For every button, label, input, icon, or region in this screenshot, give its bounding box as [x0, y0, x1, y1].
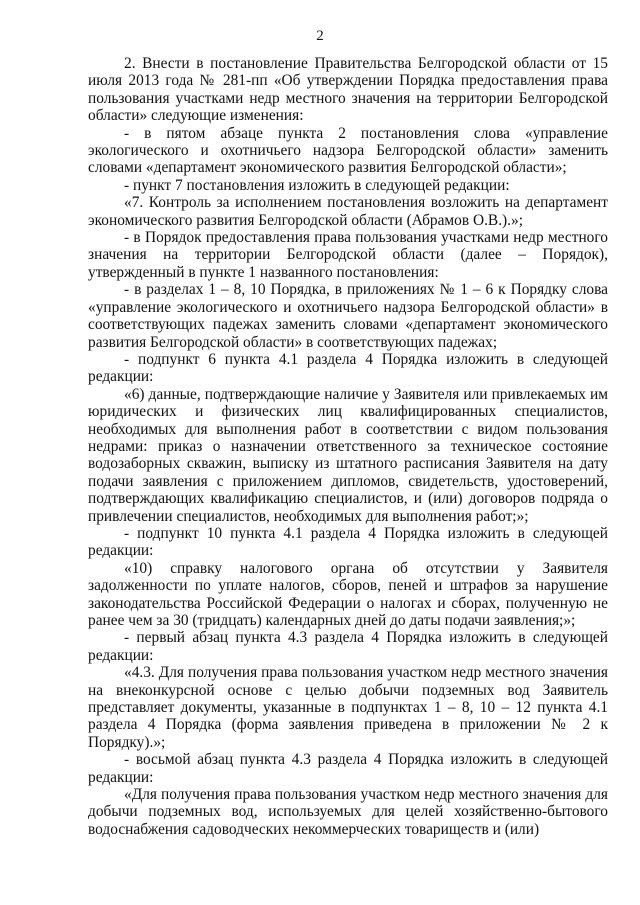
paragraph-item-4-3-eighth: - восьмой абзац пункта 4.3 раздела 4 Порядка изложить в следующей редакции: — [88, 751, 608, 786]
page-number: 2 — [316, 28, 324, 44]
paragraph-item-sub6: - подпункт 6 пункта 4.1 раздела 4 Порядка изложить в следующей редакции: — [88, 350, 608, 386]
paragraph-item-point2: - в пятом абзаце пункта 2 постановления слова «управление экологического и охотничьего надзора Белгородской области» заменить словами «департамент экономического развития Белгородской области»; — [88, 124, 608, 177]
paragraph-item-sub10: - подпункт 10 пункта 4.1 раздела 4 Порядка изложить в следующей редакции: — [88, 524, 608, 560]
paragraph-item-sections: - в разделах 1 – 8, 10 Порядка, в приложениях № 1 – 6 к Порядку слова «управление экологического и охотничьего надзора Белгородской области» в соответствующих падежах заменить словами «департамент экономического развития Белгородской области» в соответствующих падежах; — [88, 281, 608, 351]
paragraph-item-procedure: - в Порядок предоставления права пользования участками недр местного значения на территории Белгородской области (далее – Порядок), утвержденный в пункте 1 названного постановления: — [88, 229, 608, 281]
paragraph-quote-sub6: «6) данные, подтверждающие наличие у Заявителя или привлекаемых им юридических и физических лиц квалифицированных специалистов, необходимых для выполнения работ в соответствии с видом пользования недрами: приказ о назначении ответственного за техническое состояние водозаборных скважин, выписку из штатного расписания Заявителя на дату подачи заявления с приложением дипломов, свидетельств, удостоверений, подтверждающих квалификацию специалистов, и (или) договоров подряда о привлечении специалистов, необходимых для выполнения работ;»; — [88, 385, 608, 525]
paragraph-quote-4-3: «4.3. Для получения права пользования участком недр местного значения на внеконкурсной основе с целью добычи подземных вод Заявитель представляет документы, указанные в подпунктах 1 – 8, 10 – 12 пункта 4.1 раздела 4 Порядка (форма заявления приведена в приложении № 2 к Порядку).»; — [88, 664, 608, 751]
document-body — [88, 55, 608, 838]
paragraph-quote-sub10: «10) справку налогового органа об отсутствии у Заявителя задолженности по уплате налогов, сборов, пеней и штрафов за нарушение законодательства Российской Федерации о налогах и сборах, полученную не ранее чем за 30 (тридцать) календарных дней до даты подачи заявления;»; — [88, 559, 608, 629]
paragraph-amend-intro: 2. Внести в постановление Правительства Белгородской области от 15 июля 2013 года № 281-пп «Об утверждении Порядка предоставления права пользования участками недр местного значения на территории Белгородской области» следующие изменения: — [88, 55, 608, 125]
paragraph-item-4-3-first: - первый абзац пункта 4.3 раздела 4 Порядка изложить в следующей редакции: — [88, 629, 608, 664]
paragraph-quote-4-3-eighth: «Для получения права пользования участком недр местного значения для добычи подземных вод, используемых для целей хозяйственно-бытового водоснабжения садоводческих некоммерческих товариществ и (или) — [88, 786, 608, 838]
paragraph-item-point7: - пункт 7 постановления изложить в следующей редакции: — [124, 176, 510, 194]
paragraph-quote-point7: «7. Контроль за исполнением постановления возложить на департамент экономического развития Белгородской области (Абрамов О.В.).»; — [88, 194, 608, 229]
